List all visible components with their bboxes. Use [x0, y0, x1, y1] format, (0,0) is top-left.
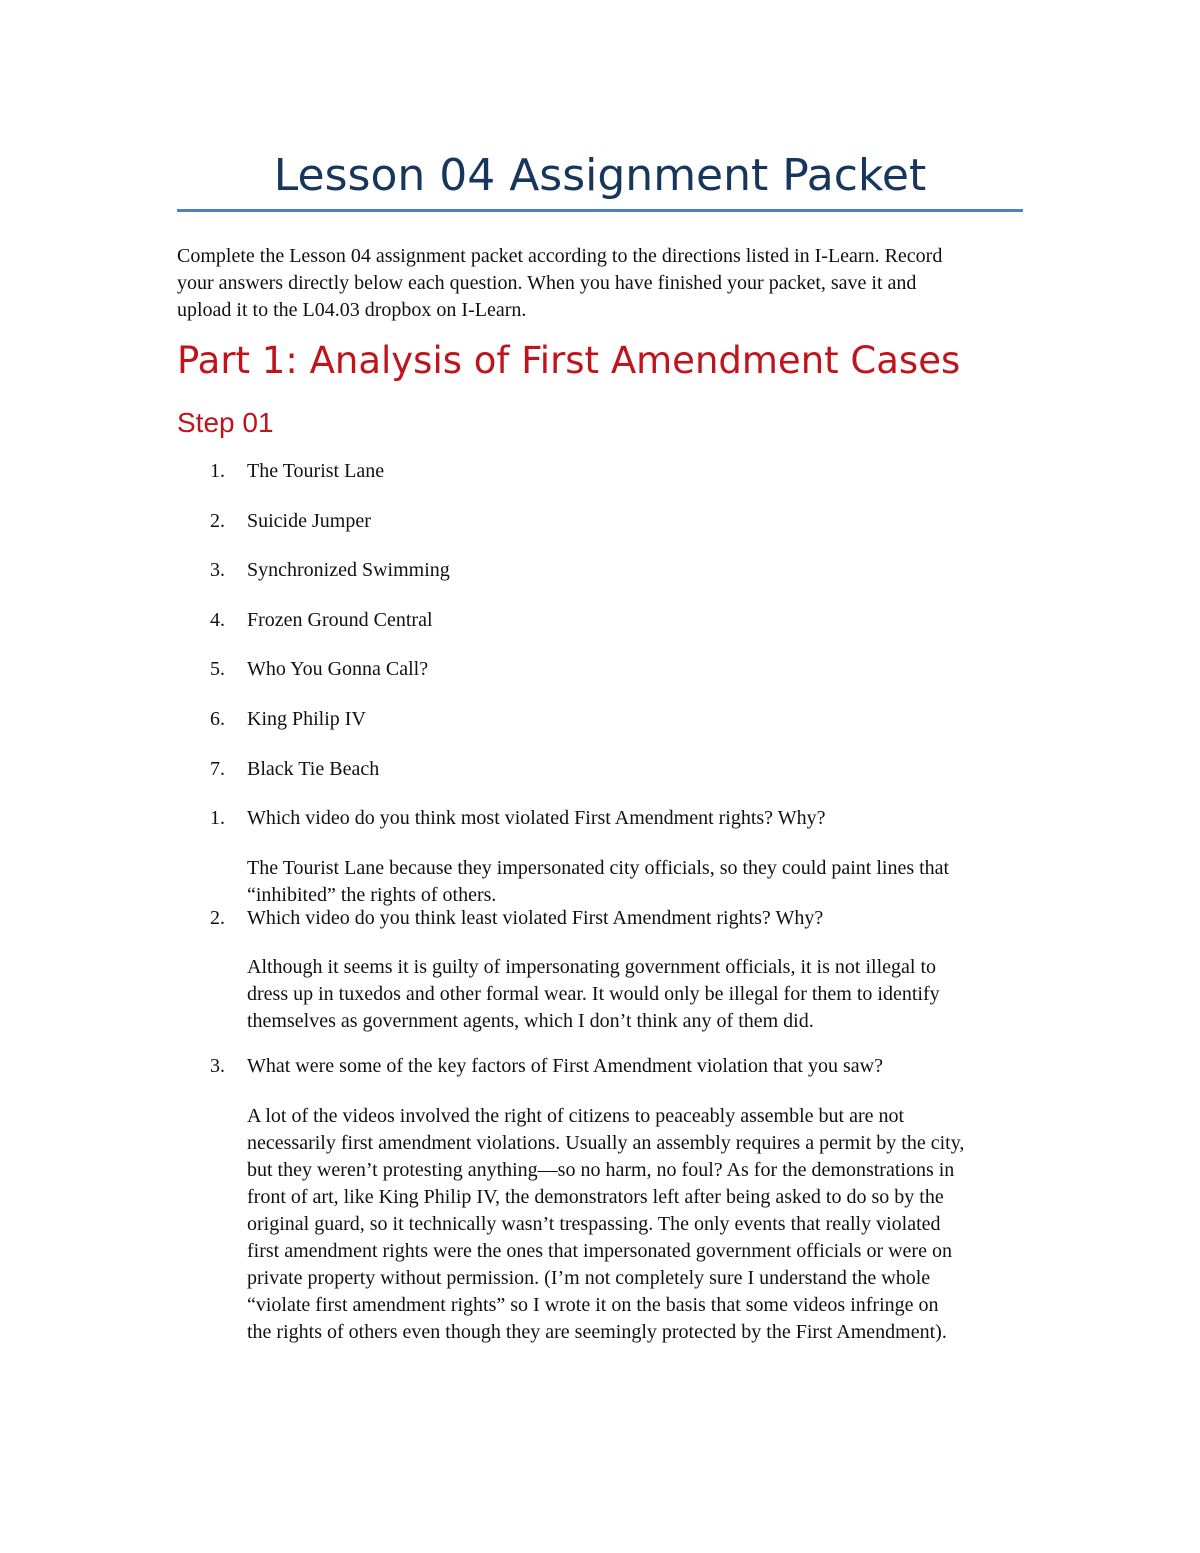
list-number: 1.	[210, 460, 225, 482]
answer-text	[247, 855, 1047, 909]
answer-line: “violate first amendment rights” so I wrote it on the basis that some videos infringe on	[247, 1294, 939, 1316]
answer-text	[247, 1103, 1047, 1346]
answer-line: “inhibited” the rights of others.	[247, 884, 497, 906]
answer-line: private property without permission. (I’m not completely sure I understand the whole	[247, 1267, 931, 1289]
question-text: What were some of the key factors of First Amendment violation that you saw?	[247, 1055, 883, 1077]
answer-line: A lot of the videos involved the right of citizens to peaceably assemble but are not	[247, 1105, 905, 1127]
answer-line: dress up in tuxedos and other formal wear. It would only be illegal for them to identify	[247, 983, 940, 1005]
answer-line: first amendment rights were the ones that impersonated government officials or were on	[247, 1240, 952, 1262]
list-number: 2.	[210, 510, 225, 532]
list-number: 4.	[210, 609, 225, 631]
video-title: Synchronized Swimming	[247, 559, 450, 581]
video-list-item	[177, 706, 1037, 736]
video-title: Black Tie Beach	[247, 758, 380, 780]
intro-line: upload it to the L04.03 dropbox on I-Learn.	[177, 299, 527, 321]
title-underline	[177, 209, 1023, 212]
video-list-item	[177, 458, 1037, 488]
list-number: 5.	[210, 658, 225, 680]
question-item	[177, 1053, 1037, 1083]
video-title: Suicide Jumper	[247, 510, 371, 532]
video-list-item	[177, 656, 1037, 686]
step-heading: Step 01	[177, 407, 274, 438]
list-number: 7.	[210, 758, 225, 780]
answer-text	[247, 954, 1047, 1035]
video-list-item	[177, 607, 1037, 637]
question-text: Which video do you think most violated First Amendment rights? Why?	[247, 807, 826, 829]
list-number: 6.	[210, 708, 225, 730]
list-number: 3.	[210, 559, 225, 581]
answer-line: themselves as government agents, which I don’t think any of them did.	[247, 1010, 814, 1032]
video-title: The Tourist Lane	[247, 460, 385, 482]
question-number: 2.	[210, 907, 225, 929]
part-heading: Part 1: Analysis of First Amendment Cases	[177, 339, 961, 382]
answer-line: necessarily first amendment violations. Usually an assembly requires a permit by the city,	[247, 1132, 965, 1154]
answer-line: The Tourist Lane because they impersonated city officials, so they could paint lines that	[247, 857, 950, 879]
video-title: King Philip IV	[247, 708, 366, 730]
video-list-item	[177, 508, 1037, 538]
intro-paragraph	[177, 243, 1007, 324]
video-title: Who You Gonna Call?	[247, 658, 429, 680]
video-title: Frozen Ground Central	[247, 609, 433, 631]
video-list-item	[177, 756, 1037, 786]
question-number: 1.	[210, 807, 225, 829]
question-item	[177, 805, 1037, 835]
answer-line: but they weren’t protesting anything—so no harm, no foul? As for the demonstrations in	[247, 1159, 955, 1181]
question-item	[177, 905, 1037, 935]
question-number: 3.	[210, 1055, 225, 1077]
answer-line: the rights of others even though they are seemingly protected by the First Amendment).	[247, 1321, 947, 1343]
question-text: Which video do you think least violated First Amendment rights? Why?	[247, 907, 824, 929]
answer-line: Although it seems it is guilty of impersonating government officials, it is not illegal to	[247, 956, 936, 978]
video-list-item	[177, 557, 1037, 587]
answer-line: front of art, like King Philip IV, the demonstrators left after being asked to do so by the	[247, 1186, 944, 1208]
intro-line: Complete the Lesson 04 assignment packet according to the directions listed in I-Learn. Record	[177, 245, 943, 267]
intro-line: your answers directly below each question. When you have finished your packet, save it and	[177, 272, 917, 294]
answer-line: original guard, so it technically wasn’t trespassing. The only events that really violated	[247, 1213, 941, 1235]
document-title: Lesson 04 Assignment Packet	[273, 150, 927, 201]
